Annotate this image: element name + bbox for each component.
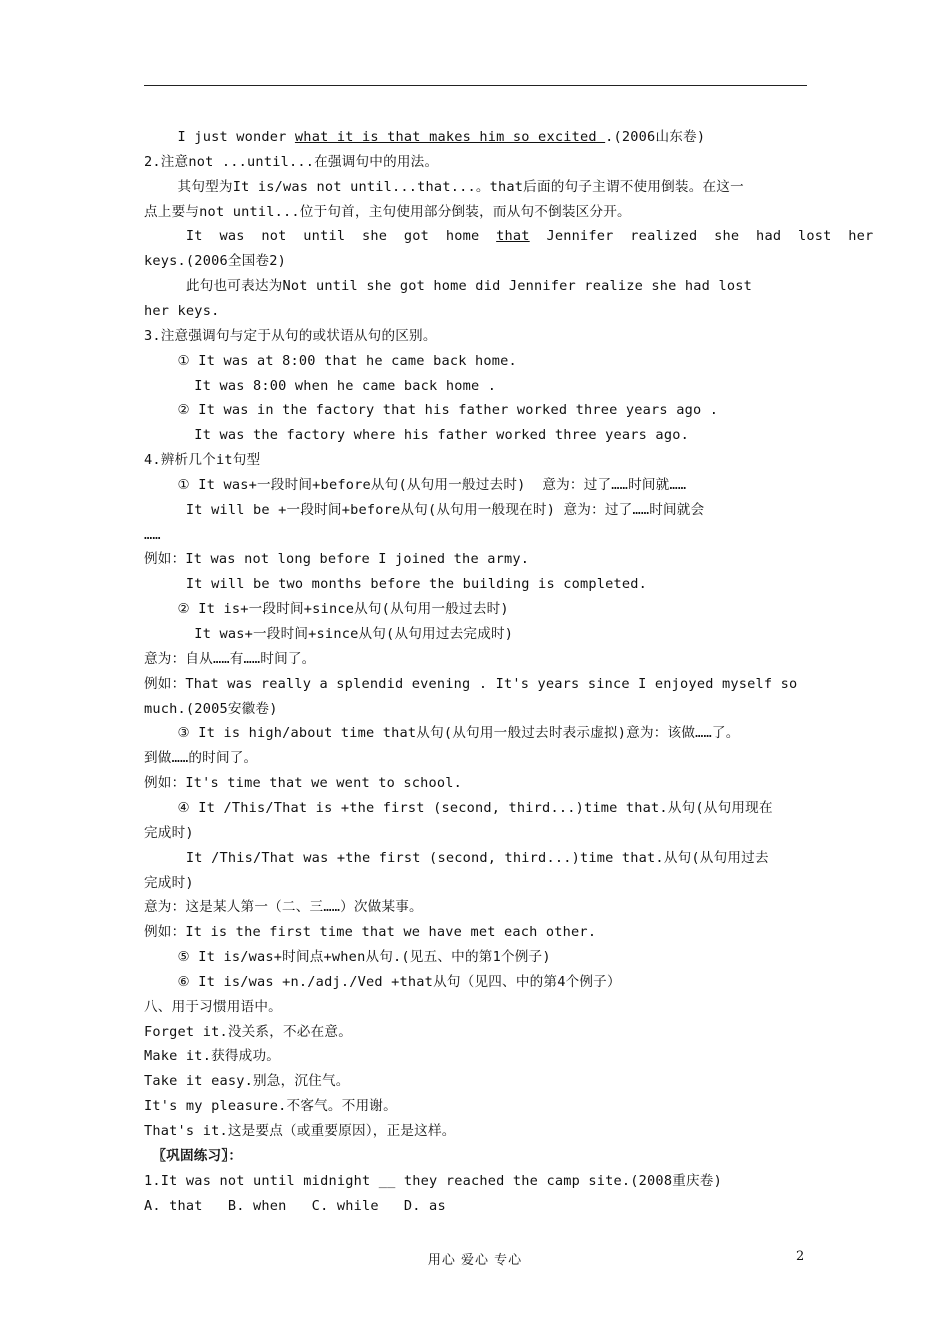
- header-rule: [144, 85, 807, 86]
- text-line: [144, 127, 812, 147]
- text-line: Forget it.没关系，不必在意。: [144, 1023, 352, 1040]
- text-line: 到做……的时间了。: [144, 750, 258, 767]
- text-line: Make it.获得成功。: [144, 1048, 281, 1065]
- text-line: ② It was in the factory that his father worked three years ago .: [144, 402, 719, 419]
- text-line: 意为：自从……有……时间了。: [144, 650, 316, 667]
- text-line: 4.辨析几个it句型: [144, 452, 261, 469]
- text-line: ② It is+一段时间+since从句(从句用一般过去时): [144, 601, 509, 618]
- text-line: 其句型为It is/was not until...that...。that后面的句子主谓不使用倒装。在这一: [144, 178, 744, 195]
- text-line: ① It was at 8:00 that he came back home.: [144, 352, 517, 369]
- text-line: 意为：这是某人第一（二、三……）次做某事。: [144, 899, 423, 916]
- text-line: 八、用于习惯用语中。: [144, 998, 282, 1015]
- text-line: 〖巩固练习〗：: [144, 1147, 243, 1164]
- text-segment: Jennifer realized she had lost her: [529, 228, 874, 245]
- text-line: It was+一段时间+since从句(从句用过去完成时): [144, 626, 514, 642]
- text-segment: It was not until she got home: [144, 228, 497, 245]
- text-line: A. that B. when C. while D. as: [144, 1197, 446, 1214]
- text-line: It /This/That was +the first (second, third...)time that.从句(从句用过去: [144, 849, 769, 866]
- text-line: It was the factory where his father worked three years ago.: [144, 427, 689, 444]
- text-line: That's it.这是要点（或重要原因），正是这样。: [144, 1123, 456, 1139]
- text-line: [144, 226, 874, 246]
- text-line: keys.(2006全国卷2): [144, 253, 286, 270]
- text-line: ⑤ It is/was+时间点+when从句.(见五、中的第1个例子): [144, 949, 551, 966]
- text-line: 例如：It is the first time that we have met each other.: [144, 924, 597, 941]
- text-line: 点上要与not until...位于句首，主句使用部分倒装，而从句不倒装区分开。: [144, 203, 631, 220]
- text-line: It will be +一段时间+before从句(从句用一般现在时) 意为：过了……时间就会: [144, 501, 705, 518]
- text-line: 3.注意强调句与定于从句的或状语从句的区别。: [144, 327, 437, 344]
- text-line: 此句也可表达为Not until she got home did Jennifer realize she had lost: [144, 278, 752, 295]
- text-line: 例如：That was really a splendid evening . It's years since I enjoyed myself so: [144, 675, 798, 692]
- underlined-text: what it is that makes him so excited: [294, 129, 606, 145]
- page-footer: 用心 爱心 专心: [427, 1253, 523, 1268]
- text-line: ③ It is high/about time that从句(从句用一般过去时表示虚拟)意为：该做……了。: [144, 725, 740, 742]
- text-line: 例如：It was not long before I joined the army.: [144, 551, 530, 568]
- text-line: It will be two months before the building is completed.: [144, 576, 648, 593]
- text-line: 例如：It's time that we went to school.: [144, 775, 463, 792]
- text-line: ① It was+一段时间+before从句(从句用一般过去时) 意为：过了……时间就……: [144, 476, 687, 493]
- text-line: Take it easy.别急，沉住气。: [144, 1073, 350, 1090]
- text-line: It's my pleasure.不客气。不用谢。: [144, 1098, 397, 1115]
- text-line: 2.注意not ...until...在强调句中的用法。: [144, 153, 439, 170]
- page-number: 2: [796, 1249, 805, 1264]
- text-line: much.(2005安徽卷): [144, 700, 278, 717]
- text-line: ……: [144, 526, 161, 543]
- text-line: 完成时): [144, 874, 194, 891]
- text-segment: I just wonder: [144, 129, 295, 145]
- text-line: 1.It was not until midnight __ they reached the camp site.(2008重庆卷): [144, 1172, 722, 1189]
- underlined-text: that: [496, 228, 530, 245]
- text-line: ⑥ It is/was +n./adj./Ved +that从句（见四、中的第4个例子）: [144, 973, 621, 990]
- text-line: 完成时): [144, 824, 194, 841]
- text-segment: .(2006山东卷): [605, 129, 706, 145]
- text-line: ④ It /This/That is +the first (second, third...)time that.从句(从句用现在: [144, 799, 773, 816]
- text-line: her keys.: [144, 302, 220, 319]
- text-line: It was 8:00 when he came back home .: [144, 377, 497, 394]
